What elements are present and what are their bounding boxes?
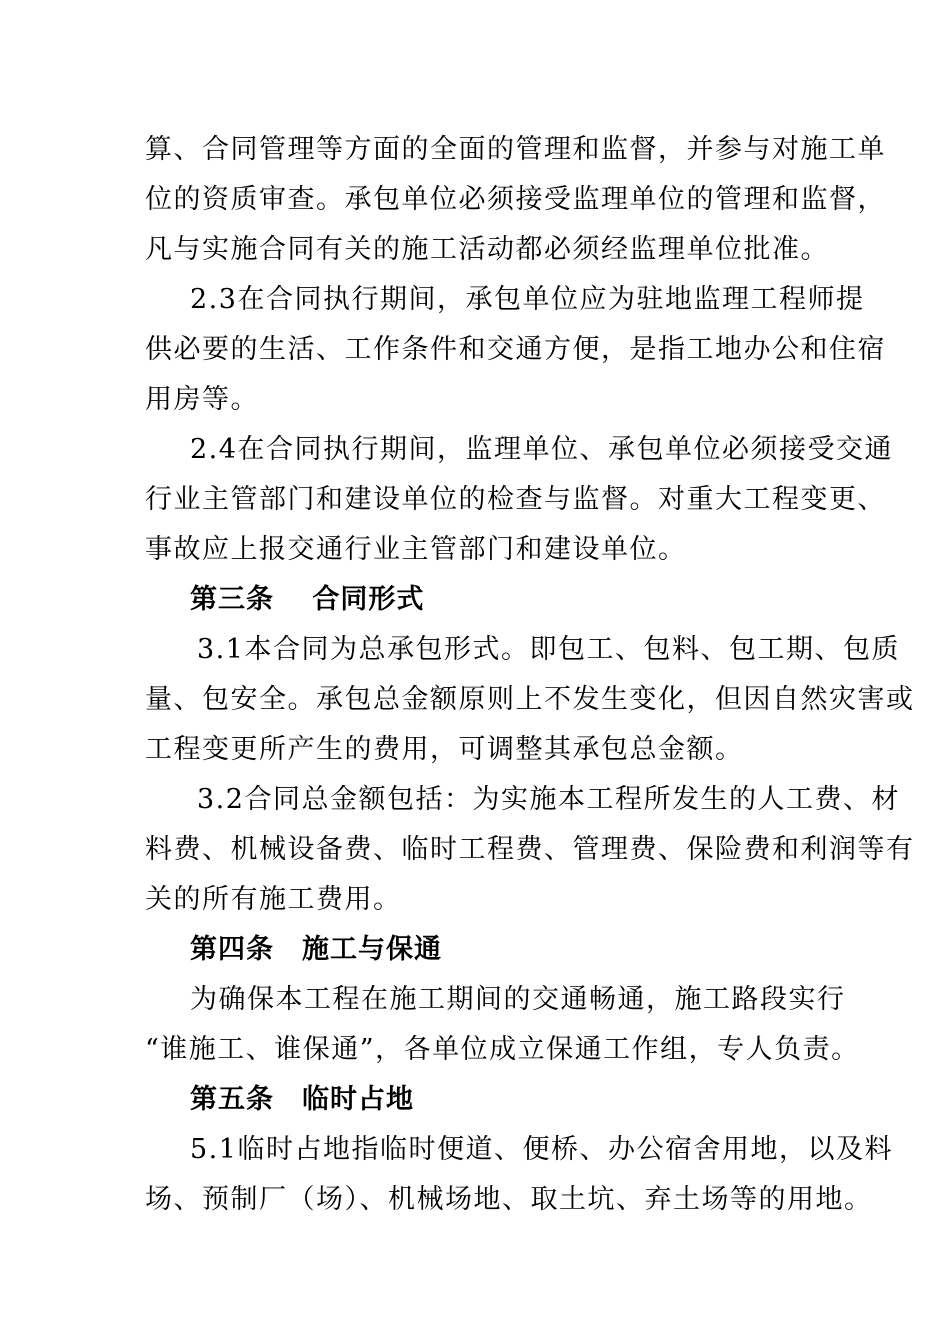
- text-line: “谁施工、谁保通”，各单位成立保通工作组，专人负责。: [145, 1034, 860, 1065]
- section-heading: 第四条 施工与保通: [190, 934, 442, 965]
- text-line: 3.2合同总金额包括：为实施本工程所发生的人工费、材: [197, 784, 900, 815]
- text-line: 关的所有施工费用。: [145, 884, 402, 915]
- text-line: 场、预制厂（场）、机械场地、取土坑、弃土场等的用地。: [145, 1184, 873, 1215]
- text-line: 供必要的生活、工作条件和交通方便，是指工地办公和住宿: [145, 334, 886, 365]
- text-line: 用房等。: [145, 384, 259, 415]
- text-line: 2.4在合同执行期间，监理单位、承包单位必须接受交通: [190, 434, 893, 465]
- text-line: 2.3在合同执行期间，承包单位应为驻地监理工程师提: [190, 284, 865, 315]
- text-line: 为确保本工程在施工期间的交通畅通，施工路段实行: [190, 984, 846, 1015]
- text-line: 量、包安全。承包总金额原则上不发生变化，但因自然灾害或: [145, 684, 915, 715]
- text-line: 行业主管部门和建设单位的检查与监督。对重大工程变更、: [145, 484, 886, 515]
- section-heading: 第三条 合同形式: [190, 584, 425, 615]
- text-line: 事故应上报交通行业主管部门和建设单位。: [145, 534, 687, 565]
- text-line: 料费、机械设备费、临时工程费、管理费、保险费和利润等有: [145, 834, 915, 865]
- section-heading: 第五条 临时占地: [190, 1084, 414, 1115]
- text-line: 3.1本合同为总承包形式。即包工、包料、包工期、包质: [197, 634, 900, 665]
- text-line: 凡与实施合同有关的施工活动都必须经监理单位批准。: [145, 234, 829, 265]
- text-line: 5.1临时占地指临时便道、便桥、办公宿舍用地，以及料: [190, 1134, 893, 1165]
- text-line: 位的资质审查。承包单位必须接受监理单位的管理和监督，: [145, 184, 886, 215]
- text-line: 算、合同管理等方面的全面的管理和监督，并参与对施工单: [145, 134, 886, 165]
- text-line: 工程变更所产生的费用，可调整其承包总金额。: [145, 734, 744, 765]
